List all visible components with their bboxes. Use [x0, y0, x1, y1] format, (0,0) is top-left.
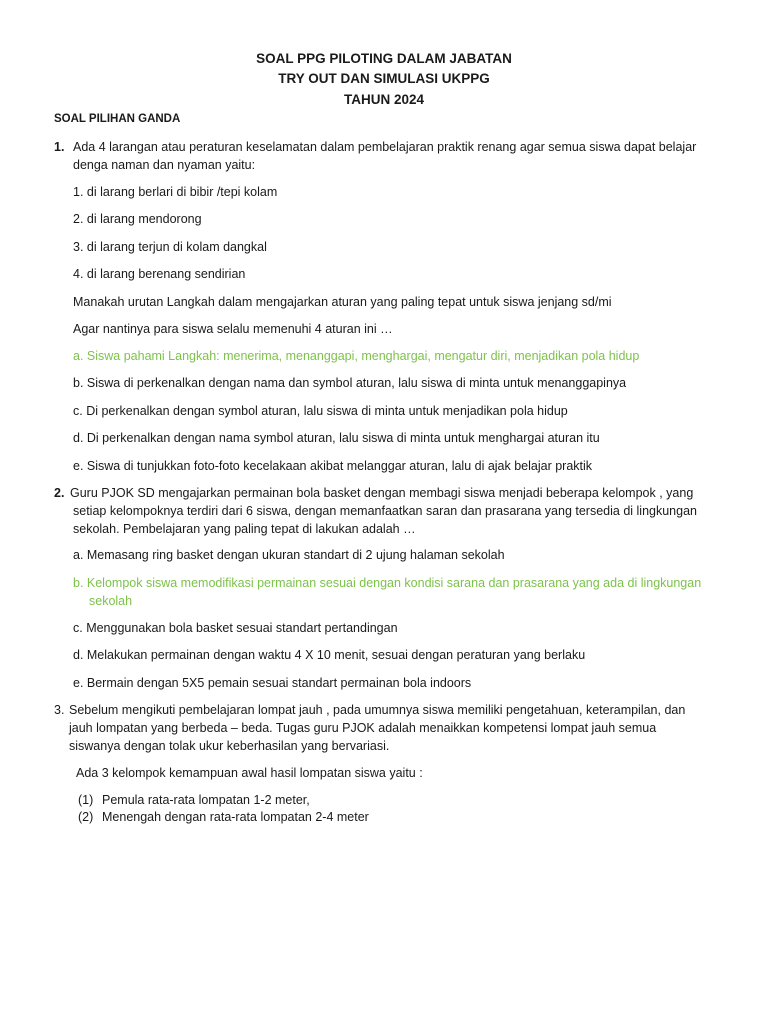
q1-rule: 2. di larang mendorong	[73, 212, 202, 226]
q2-option-b-line2: sekolah	[89, 594, 133, 608]
q3-text-line2: jauh lompatan yang berbeda – beda. Tugas guru PJOK adalah menaikkan kompetensi lompat jauh semua	[69, 721, 657, 735]
q1-prompt-line2: Agar nantinya para siswa selalu memenuhi 4 aturan ini …	[73, 322, 393, 336]
q1-option-d: d. Di perkenalkan dengan nama symbol aturan, lalu siswa di minta untuk menghargai aturan itu	[73, 431, 600, 445]
q1-number: 1.	[54, 140, 65, 154]
q1-option-a: a. Siswa pahami Langkah: menerima, menanggapi, menghargai, mengatur diri, menjadikan pola hidup	[73, 349, 640, 363]
q2-option-d: d. Melakukan permainan dengan waktu 4 X 10 menit, sesuai dengan peraturan yang berlaku	[73, 648, 586, 662]
section-label: SOAL PILIHAN GANDA	[54, 113, 181, 125]
q1-option-e: e. Siswa di tunjukkan foto-foto kecelakaan akibat melanggar aturan, lalu di ajak belajar praktik	[73, 459, 593, 473]
q2-option-c: c. Menggunakan bola basket sesuai standart pertandingan	[73, 621, 398, 635]
q1-prompt-line1: Manakah urutan Langkah dalam mengajarkan aturan yang paling tepat untuk siswa jenjang sd/mi	[73, 295, 612, 309]
q1-option-c: c. Di perkenalkan dengan symbol aturan, lalu siswa di minta untuk menjadikan pola hidup	[73, 404, 568, 418]
q3-groups-intro: Ada 3 kelompok kemampuan awal hasil lompatan siswa yaitu :	[76, 766, 423, 780]
q2-number: 2.	[54, 486, 65, 500]
q3-group-number: (2)	[78, 810, 94, 824]
q1-rule: 3. di larang terjun di kolam dangkal	[73, 240, 267, 254]
q3-group-number: (1)	[78, 793, 94, 807]
q2-text-line2: setiap kelompoknya terdiri dari 6 siswa, dengan memanfaatkan saran dan prasarana yang tersedia di lingkungan	[73, 504, 697, 518]
q2-option-e: e. Bermain dengan 5X5 pemain sesuai standart permainan bola indoors	[73, 676, 472, 690]
document-title-line3: TAHUN 2024	[343, 92, 425, 107]
document-title-line1: SOAL PPG PILOTING DALAM JABATAN	[256, 51, 512, 66]
q3-number: 3.	[54, 703, 65, 717]
q2-option-a: a. Memasang ring basket dengan ukuran standart di 2 ujung halaman sekolah	[73, 548, 505, 562]
q1-rule: 4. di larang berenang sendirian	[73, 267, 246, 281]
q1-text-line2: denga naman dan nyaman yaitu:	[73, 158, 256, 172]
document-title-line2: TRY OUT DAN SIMULASI UKPPG	[278, 71, 490, 86]
q3-group-text: Pemula rata-rata lompatan 1-2 meter,	[102, 793, 310, 807]
q3-group-text: Menengah dengan rata-rata lompatan 2-4 meter	[102, 810, 369, 824]
q2-text-line3: sekolah. Pembelajaran yang paling tepat di lakukan adalah …	[73, 522, 416, 536]
q2-text-line1: Guru PJOK SD mengajarkan permainan bola basket dengan membagi siswa menjadi beberapa kelompok , yang	[70, 486, 694, 500]
q3-text-line3: siswanya dengan tolak ukur keberhasilan yang bervariasi.	[69, 739, 390, 753]
q2-option-b-line1: b. Kelompok siswa memodifikasi permainan sesuai dengan kondisi sarana dan prasarana yang ada di lingkungan	[73, 576, 702, 590]
q1-text-line1: Ada 4 larangan atau peraturan keselamatan dalam pembelajaran praktik renang agar semua siswa dapat belajar	[73, 140, 697, 154]
q1-rule: 1. di larang berlari di bibir /tepi kolam	[73, 185, 278, 199]
q3-text-line1: Sebelum mengikuti pembelajaran lompat jauh , pada umumnya siswa memiliki pengetahuan, keterampilan, dan	[69, 703, 686, 717]
q1-option-b: b. Siswa di perkenalkan dengan nama dan symbol aturan, lalu siswa di minta untuk menanggapinya	[73, 376, 627, 390]
